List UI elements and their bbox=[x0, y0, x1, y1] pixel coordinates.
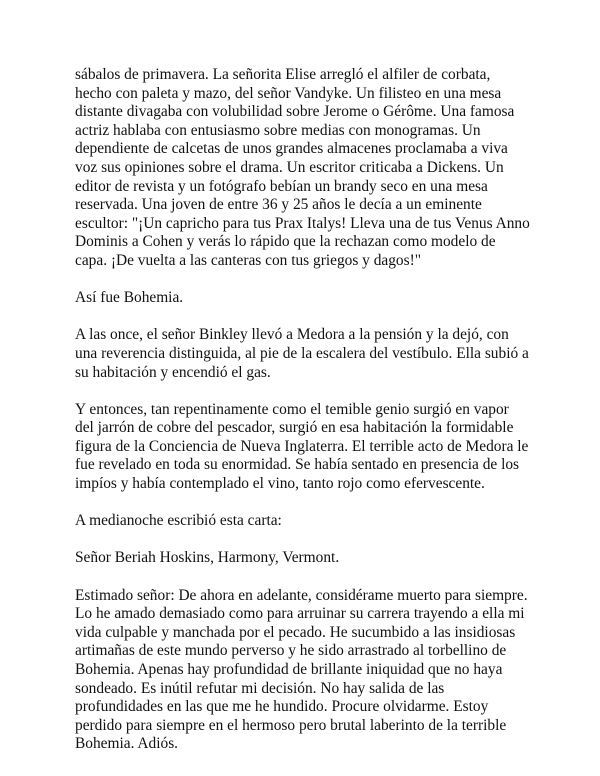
letter-body: Estimado señor: De ahora en adelante, considérame muerto para siempre. Lo he amado demasiado como para arruinar su carrera trayendo a ella mi vida culpable y manchada por el pecado. He sucumbido a las insidiosas artimañas de este mundo perverso y he sido arrastrado al torbellino de Bohemia. Apenas hay profundidad de brillante iniquidad que no haya sondeado. Es inútil refutar mi decisión. No hay salida de las profundidades en las que me he hundido. Procure olvidarme. Estoy perdido para siempre en el hermoso pero brutal laberinto de la terrible Bohemia. Adiós. bbox=[75, 586, 528, 753]
paragraph-bohemia-summary: Así fue Bohemia. bbox=[75, 289, 184, 307]
paragraph-bohemia-cafe-scene: sábalos de primavera. La señorita Elise arregló el alfiler de corbata, hecho con paleta y mazo, del señor Vandyke. Un filisteo en una mesa distante divagaba con volubilidad sobre Jerome o Gérôme. Una famosa actriz hablaba con entusiasmo sobre medias con monogramas. Un dependiente de calcetas de unos grandes almacenes proclamaba a viva voz sus opiniones sobre el drama. Un escritor criticaba a Dickens. Un editor de revista y un fotógrafo bebían un brandy seco en una mesa reservada. Una joven de entre 36 y 25 años le decía a un eminente escultor: "¡Un capricho para tus Prax Italys! Lleva una de tus Venus Anno Dominis a Cohen y verás lo rápido que la rechazan como modelo de capa. ¡De vuelta a las canteras con tus griegos y dagos!" bbox=[75, 66, 530, 269]
letter-address: Señor Beriah Hoskins, Harmony, Vermont. bbox=[75, 549, 340, 567]
paragraph-new-england-conscience: Y entonces, tan repentinamente como el temible genio surgió en vapor del jarrón de cobre del pescador, surgió en esa habitación la formidable figura de la Conciencia de Nueva Inglaterra. El terrible acto de Medora le fue revelado en toda su enormidad. Se había sentado en presencia de los impíos y había contemplado el vino, tanto rojo como efervescente. bbox=[75, 400, 529, 493]
document-page bbox=[75, 66, 530, 773]
paragraph-letter-intro: A medianoche escribió esta carta: bbox=[75, 512, 282, 530]
paragraph-medora-returns: A las once, el señor Binkley llevó a Medora a la pensión y la dejó, con una reverencia distinguida, al pie de la escalera del vestíbulo. Ella subió a su habitación y encendió el gas. bbox=[75, 326, 529, 381]
